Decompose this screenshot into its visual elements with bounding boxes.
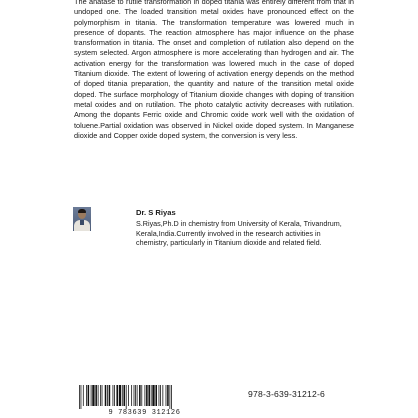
- barcode-bar: [145, 385, 146, 406]
- barcode-bar: [139, 385, 141, 406]
- barcode-bar: [114, 385, 115, 406]
- barcode-bar: [95, 385, 97, 406]
- isbn-number: 978-3-639-31212-6: [248, 389, 325, 399]
- author-photo: [73, 207, 91, 231]
- barcode-bar: [135, 385, 136, 406]
- barcode-bar: [116, 385, 118, 406]
- barcode-bar: [162, 385, 163, 406]
- barcode-bar: [167, 385, 169, 406]
- barcode-bar: [102, 385, 103, 406]
- barcode-digits: 9 783639 312126: [108, 409, 181, 417]
- barcode-bar: [146, 385, 148, 406]
- barcode-bar: [171, 385, 172, 409]
- barcode-bar: [92, 385, 94, 406]
- barcode-bar: [86, 385, 87, 406]
- barcode-bar: [137, 385, 138, 406]
- barcode-bar: [128, 385, 129, 406]
- barcode-bar: [79, 385, 80, 409]
- barcode-bar: [122, 385, 123, 406]
- barcode-bar: [126, 385, 127, 409]
- barcode-bar: [105, 385, 107, 406]
- barcode-bar: [88, 385, 90, 406]
- barcode-bar: [169, 385, 170, 409]
- barcode-bar: [91, 385, 92, 406]
- barcode-bar: [83, 385, 84, 406]
- barcode-bar: [166, 385, 167, 406]
- author-bio: S.Riyas,Ph.D in chemistry from University of Kerala, Trivandrum, Kerala,India.Currently involved in the research activities in chemistry, particularly in Titanium dioxide and related field.: [136, 219, 342, 248]
- barcode-bar: [141, 385, 142, 406]
- barcode-bar: [151, 385, 152, 406]
- barcode-bar: [152, 385, 154, 406]
- barcode-bar: [98, 385, 99, 406]
- barcode-bar: [134, 385, 135, 406]
- barcode-bar: [107, 385, 108, 406]
- barcode-bar: [131, 385, 132, 406]
- barcode-bar: [109, 385, 111, 406]
- abstract-text: The anatase to rutile transformation in doped titania was entirely different from that in undoped one. The loaded transition metal oxides have pronounced effect on the polymorphism in titania. The transformation temperature was lowered much in presence of dopants. The reaction atmosphere has major influence on the phase transformation in titania. The onset and completion of rutilation also depend on the system selected. Argon atmosphere is more accelerating than hydrogen and air. The activation energy for the transformation was lowered much in the case of doped Titanium dioxide. The extent of lowering of activation energy depends on the method of doped titania preparation, the quantity and nature of the transition metal oxide doped. The surface morphology of Titanium dioxide changes with doping of transition metal oxides and on rutilation. The photo catalytic activity decreases with rutilation. Among the dopants Ferric oxide and Chromic oxide work well with the oxidation of toluene.Partial oxidation was observed in Nickel oxide doped system. In Manganese dioxide and Copper oxide doped system, the conversion is very less.: [74, 0, 354, 140]
- barcode-bar: [155, 385, 157, 406]
- barcode-bar: [81, 385, 82, 409]
- barcode-bar: [148, 385, 150, 406]
- barcode-bar: [160, 385, 161, 406]
- barcode-bar: [113, 385, 114, 406]
- barcode-bar: [123, 385, 125, 406]
- barcode: [75, 385, 214, 411]
- barcode-bars: [75, 385, 214, 409]
- barcode-bar: [100, 385, 101, 406]
- barcode-bar: [159, 385, 160, 406]
- barcode-bar: [119, 385, 121, 406]
- author-name: Dr. S Riyas: [136, 208, 176, 217]
